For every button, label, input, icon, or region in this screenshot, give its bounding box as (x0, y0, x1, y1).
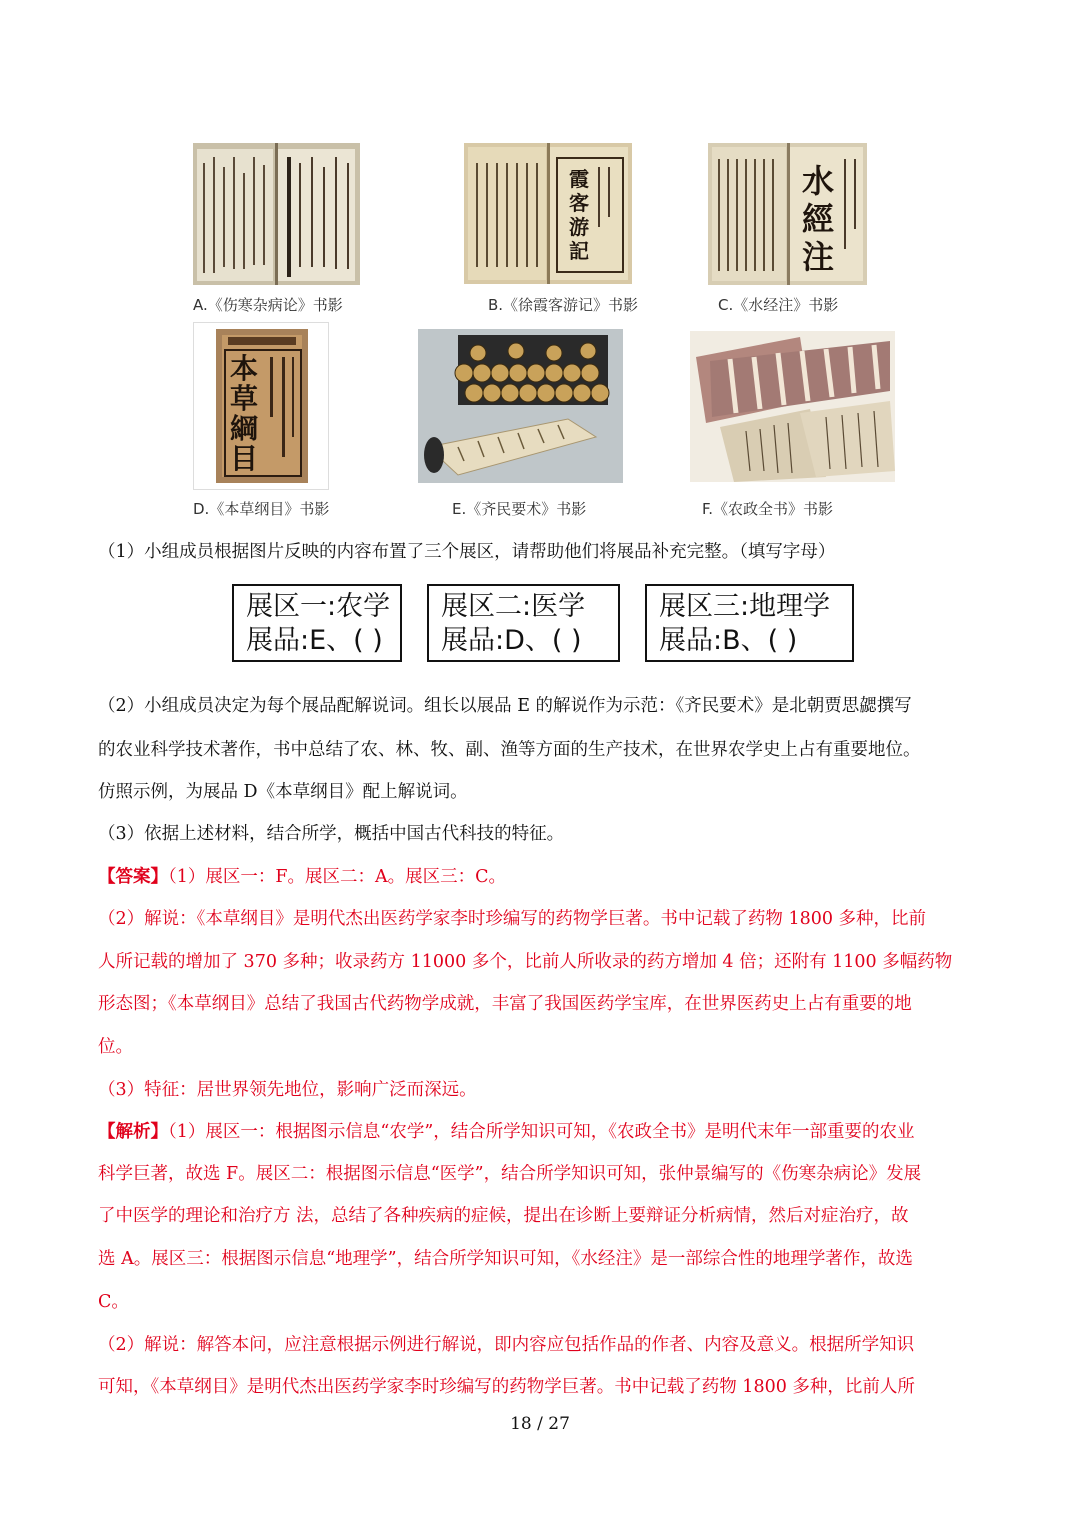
page-number: 18 / 27 (510, 1414, 570, 1434)
title-char: 水 (801, 162, 834, 200)
title-char: 客 (569, 191, 589, 215)
title-char: 綱 (229, 412, 258, 445)
exhibit-zone: 展区二:医学 (441, 591, 586, 622)
analysis-line-1 (98, 1118, 915, 1143)
analysis-part-1: （1）展区一：根据图示信息“农学”，结合所学知识可知，《农政全书》是明代末年一部重要的农业 (168, 1122, 915, 1142)
book-image-f (690, 331, 895, 482)
question-2-line-3: 仿照示例，为展品 D《本草纲目》配上解说词。 (98, 782, 468, 802)
book-image-b (464, 143, 632, 284)
answer-part-1: （1）展区一：F。展区二：A。展区三：C。 (168, 867, 507, 887)
answer-part-3: （3）特征：居世界领先地位，影响广泛而深远。 (98, 1080, 477, 1100)
answer-part-2-line-3: 形态图；《本草纲目》总结了我国古代药物学成就，丰富了我国医药学宝库，在世界医药史上占有重要的地 (98, 994, 912, 1014)
title-char: 目 (229, 442, 258, 475)
question-3: （3）依据上述材料，结合所学，概括中国古代科技的特征。 (98, 824, 565, 844)
analysis-line-2: 科学巨著，故选 F。展区二：根据图示信息“医学”，结合所学知识可知，张仲景编写的《伤寒杂病论》发展 (98, 1164, 922, 1184)
book-image-d (193, 322, 329, 490)
title-char: 霞 (569, 167, 589, 191)
title-char: 記 (569, 239, 589, 263)
caption-e: E.《齐民要术》书影 (452, 500, 587, 518)
question-2-line-1: （2）小组成员决定为每个展品配解说词。组长以展品 E 的解说作为示范：《齐民要术》是北朝贾思勰撰写 (98, 696, 912, 716)
caption-d: D.《本草纲目》书影 (193, 500, 330, 518)
caption-f: F.《农政全书》书影 (702, 500, 833, 518)
exhibit-zone: 展区三:地理学 (659, 591, 831, 622)
analysis-label: 【解析】 (98, 1122, 168, 1142)
title-char: 經 (801, 200, 834, 238)
title-char: 游 (569, 215, 589, 239)
exhibit-zone: 展区一:农学 (246, 591, 391, 622)
answer-line-1 (98, 863, 506, 888)
book-image-c (708, 143, 867, 285)
answer-part-2-line-2: 人所记载的增加了 370 多种；收录药方 11000 多个，比前人所收录的药方增加 4 倍；还附有 1100 多幅药物 (98, 952, 953, 972)
exhibit-items: 展品:B、( ) (659, 625, 798, 656)
analysis-line-5: C。 (98, 1292, 129, 1312)
answer-part-2-line-4: 位。 (98, 1037, 133, 1057)
analysis-line-7: 可知，《本草纲目》是明代杰出医药学家李时珍编写的药物学巨著。书中记载了药物 1800 多种，比前人所 (98, 1377, 915, 1397)
question-2-line-2: 的农业科学技术著作，书中总结了农、林、牧、副、渔等方面的生产技术，在世界农学史上占有重要地位。 (98, 740, 921, 760)
analysis-line-6: （2）解说：解答本问，应注意根据示例进行解说，即内容应包括作品的作者、内容及意义。根据所学知识 (98, 1335, 915, 1355)
analysis-line-4: 选 A。展区三：根据图示信息“地理学”，结合所学知识可知，《水经注》是一部综合性的地理学著作，故选 (98, 1249, 913, 1269)
caption-a: A.《伤寒杂病论》书影 (193, 296, 343, 314)
title-char: 本 (229, 352, 258, 385)
exhibit-items: 展品:D、( ) (441, 625, 582, 656)
caption-b: B.《徐霞客游记》书影 (488, 296, 639, 314)
exhibit-box-1 (232, 584, 402, 662)
exhibit-items: 展品:E、( ) (246, 625, 383, 656)
title-char: 注 (801, 238, 834, 276)
book-image-a (193, 143, 360, 285)
analysis-line-3: 了中医学的理论和治疗方 法，总结了各种疾病的症候，提出在诊断上要辩证分析病情，然后对症治疗，故 (98, 1206, 909, 1226)
question-1: （1）小组成员根据图片反映的内容布置了三个展区，请帮助他们将展品补充完整。（填写字母） (98, 542, 836, 562)
answer-part-2-line-1: （2）解说：《本草纲目》是明代杰出医药学家李时珍编写的药物学巨著。书中记载了药物 1800 多种，比前 (98, 909, 927, 929)
book-image-e (418, 329, 623, 483)
caption-c: C.《水经注》书影 (718, 296, 839, 314)
exhibit-box-2 (427, 584, 620, 662)
title-char: 草 (229, 382, 258, 415)
exhibit-box-3 (645, 584, 854, 662)
answer-label: 【答案】 (98, 867, 168, 887)
